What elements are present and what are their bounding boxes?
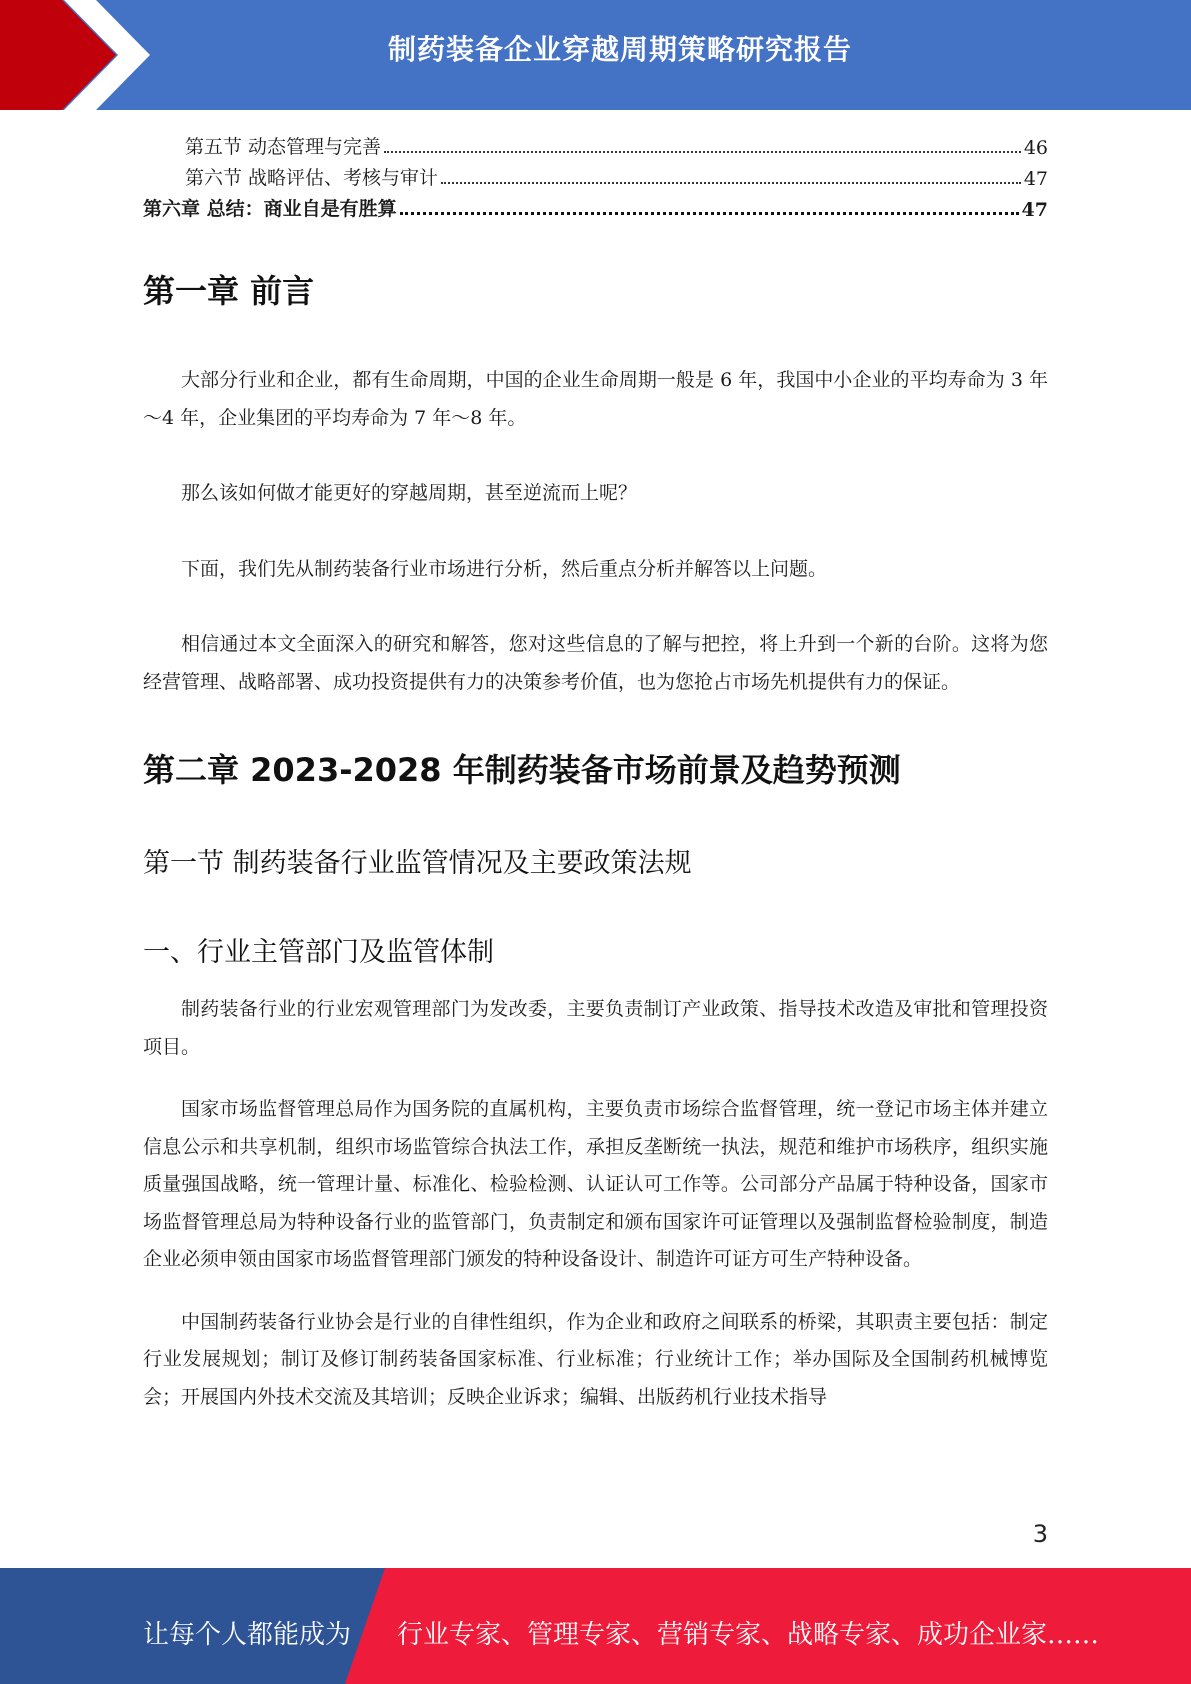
toc-entry-label: 第六章 总结：商业自是有胜算 — [143, 198, 397, 220]
paragraph: 中国制药装备行业协会是行业的自律性组织，作为企业和政府之间联系的桥梁，其职责主要包括：制定行业发展规划；制订及修订制药装备国家标准、行业标准；行业统计工作；举办国际及全国制药机械博览会；开展国内外技术交流及其培训；反映企业诉求；编辑、出版药机行业技术指导 — [143, 1310, 1048, 1408]
toc-entry-page: 46 — [1023, 137, 1048, 159]
page-content — [143, 128, 1048, 1416]
chapter-1-heading: 第一章 前言 — [143, 272, 315, 310]
toc-entry[interactable] — [143, 128, 1048, 159]
paragraph: 大部分行业和企业，都有生命周期，中国的企业生命周期一般是 6 年，我国中小企业的平均寿命为 3 年～4 年，企业集团的平均寿命为 7 年～8 年。 — [143, 369, 1048, 429]
toc-entry-label: 第五节 动态管理与完善 — [185, 136, 382, 158]
footer-slogan-right: 行业专家、管理专家、营销专家、战略专家、成功企业家…… — [397, 1620, 1100, 1650]
toc-leader-dots — [441, 182, 1021, 184]
paragraph: 下面，我们先从制药装备行业市场进行分析，然后重点分析并解答以上问题。 — [181, 557, 828, 580]
chapter-2-heading: 第二章 2023-2028 年制药装备市场前景及趋势预测 — [143, 751, 901, 789]
paragraph: 那么该如何做才能更好的穿越周期，甚至逆流而上呢？ — [181, 482, 638, 504]
section-heading: 第一节 制药装备行业监管情况及主要政策法规 — [143, 848, 692, 879]
paragraph: 国家市场监督管理总局作为国务院的直属机构，主要负责市场综合监督管理，统一登记市场主体并建立信息公示和共享机制，组织市场监管综合执法工作，承担反垄断统一执法，规范和维护市场秩序，组织实施质量强国战略，统一管理计量、标准化、检验检测、认证认可工作等。公司部分产品属于特种设备，国家市场监督管理总局为特种设备行业的监管部门，负责制定和颁布国家许可证管理以及强制监督检验制度，制造企业必须申领由国家市场监督管理部门颁发的特种设备设计、制造许可证方可生产特种设备。 — [143, 1098, 1048, 1270]
paragraph: 制药装备行业的行业宏观管理部门为发改委，主要负责制订产业政策、指导技术改造及审批和管理投资项目。 — [143, 998, 1048, 1058]
table-of-contents — [143, 128, 1048, 221]
footer-band — [0, 1568, 1191, 1684]
header-arrow-graphic — [0, 0, 160, 110]
toc-entry-page: 47 — [1023, 168, 1048, 190]
header-band — [0, 0, 1191, 110]
toc-leader-dots — [384, 151, 1021, 153]
subsection-heading: 一、行业主管部门及监管体制 — [143, 937, 494, 968]
toc-entry-page: 47 — [1021, 199, 1048, 221]
toc-entry[interactable] — [143, 159, 1048, 190]
footer-slogan-left: 让每个人都能成为 — [143, 1620, 352, 1650]
toc-entry-chapter[interactable] — [143, 190, 1048, 221]
report-title: 制药装备企业穿越周期策略研究报告 — [387, 33, 852, 66]
toc-entry-label: 第六节 战略评估、考核与审计 — [185, 167, 439, 189]
paragraph: 相信通过本文全面深入的研究和解答，您对这些信息的了解与把控，将上升到一个新的台阶。这将为您经营管理、战略部署、成功投资提供有力的决策参考价值，也为您抢占市场先机提供有力的保证。 — [143, 633, 1048, 693]
toc-leader-dots — [400, 212, 1019, 215]
page-number: 3 — [1032, 1520, 1048, 1548]
